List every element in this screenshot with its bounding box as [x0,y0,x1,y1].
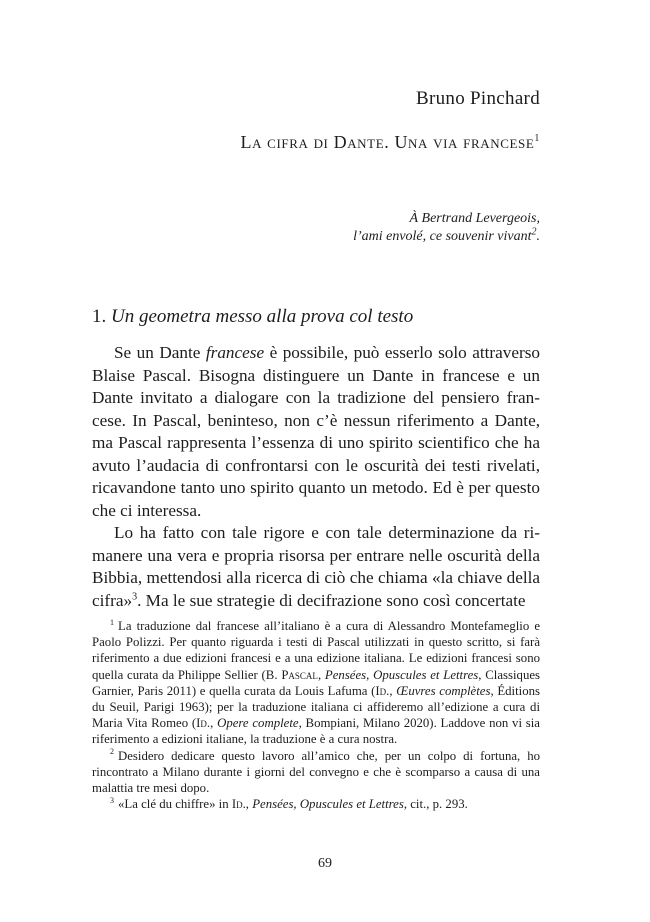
footnote-1-work-2: Œuvres complètes [396,683,491,698]
footnote-1-text-a: La traduzione dal francese all’italiano è a cura di Alessandro Montefameglio e Paolo Polizzi. Per quanto riguarda i testi di Pascal utilizzati in questo scritto, si farà riferimento a due edizioni francesi e a una edizione italiana. Le edizioni francesi sono quella curata da Philippe Sellier (B. [92,619,540,682]
paragraph-2-rest: . Ma le sue strategie di decifrazione sono così concertate [137,590,526,610]
body-text [92,342,540,612]
footnote-1-text-g: , Bompiani, Milano 2020). Laddove non vi sia riferimento a edizioni italiane, la traduzione è a cura nostra. [92,716,540,747]
footnote-3-mark: 3 [110,795,114,805]
footnote-1-text-f: , [210,716,218,731]
chapter-title [241,132,541,153]
footnote-1-ibid-2: Id. [196,716,211,731]
section-title: Un geometra messo alla prova col testo [111,306,414,327]
footnote-1-work-1: Pensées, Opuscules et Lettres [324,667,479,682]
footnote-3-ibid: Id. [231,797,246,812]
page-number: 69 [318,856,332,871]
footnote-1-work-3: Opere complete [217,716,299,731]
section-heading [92,306,413,328]
footnote-3-work: Pensées, Opuscules et Lettres [252,797,404,812]
dedication-line-2-text: l’ami envolé, ce souvenir vivant [353,229,532,244]
footnote-2-mark: 2 [110,747,114,757]
footnote-1-text-c: , Classiques Garnier, Paris 2011) e quella curata da Louis Lafuma ( [92,667,540,698]
footnote-ref-2: 2 [531,226,537,238]
dedication-line-2-end: . [536,229,540,244]
paragraph-2 [92,522,540,612]
footnote-2 [92,748,540,797]
footnote-3-text-a: «La clé du chiffre» in [118,797,232,812]
footnote-1-mark: 1 [110,617,114,627]
footnotes [92,618,540,812]
author-name: Bruno Pinchard [416,88,540,109]
footnote-1-author: Pascal [281,667,318,682]
paragraph-1-rest: è possibile, può esserlo solo attraverso Blaise Pascal. Bisogna distinguere un Dante in francese e un Dante invitato a dialogare con la tradizione del pensiero francese. In Pascal, beninteso, non c’è nessun riferimento a Dante, ma Pascal rappresenta l’essenza di uno spirito scientifico che ha avuto l’audacia di confrontarsi con le oscurità dei testi rivelati, ricavandone tanto uno spirito quanto un metodo. Ed è per questo che ci interessa. [92,343,540,520]
chapter-title-text: La cifra di Dante. Una via francese [240,132,535,152]
footnote-1-ibid-1: Id. [375,683,390,698]
paragraph-1-emphasis: francese [205,343,265,362]
paragraph-1-start: Se un Dante [114,343,206,362]
footnote-ref-3: 3 [132,590,138,602]
footnote-1-text-e: , Éditions du Seuil, Parigi 1963); per la traduzione italiana ci affideremo all’edizione a cura di Maria Vita Romeo ( [92,683,540,731]
footnote-1 [92,618,540,748]
footnote-1-text-d: , [389,683,397,698]
footnote-1-text-b: , [317,667,325,682]
footnote-ref-1: 1 [534,133,540,144]
dedication-line-1: À Bertrand Levergeois, [409,211,540,226]
footnote-3-text-c: , cit., p. 293. [403,797,468,812]
paragraph-1 [92,342,540,522]
footnote-3-text-b: , [245,797,253,812]
dedication [353,210,540,246]
paragraph-2-start: Lo ha fatto con tale rigore e con tale determinazione da rimanere una vera e propria risorsa per entrare nelle oscurità della Bibbia, mettendosi alla ricerca di ciò che chiama «la chiave della cifra» [92,523,540,610]
dedication-line-2 [353,228,540,246]
footnote-2-text: Desidero dedicare questo lavoro all’amico che, per un colpo di fortuna, ho rincontrato a Milano durante i giorni del convegno e che è scomparso a causa di una malattia tre mesi dopo. [92,748,540,796]
footnote-3 [92,796,540,812]
section-number: 1. [92,306,107,327]
